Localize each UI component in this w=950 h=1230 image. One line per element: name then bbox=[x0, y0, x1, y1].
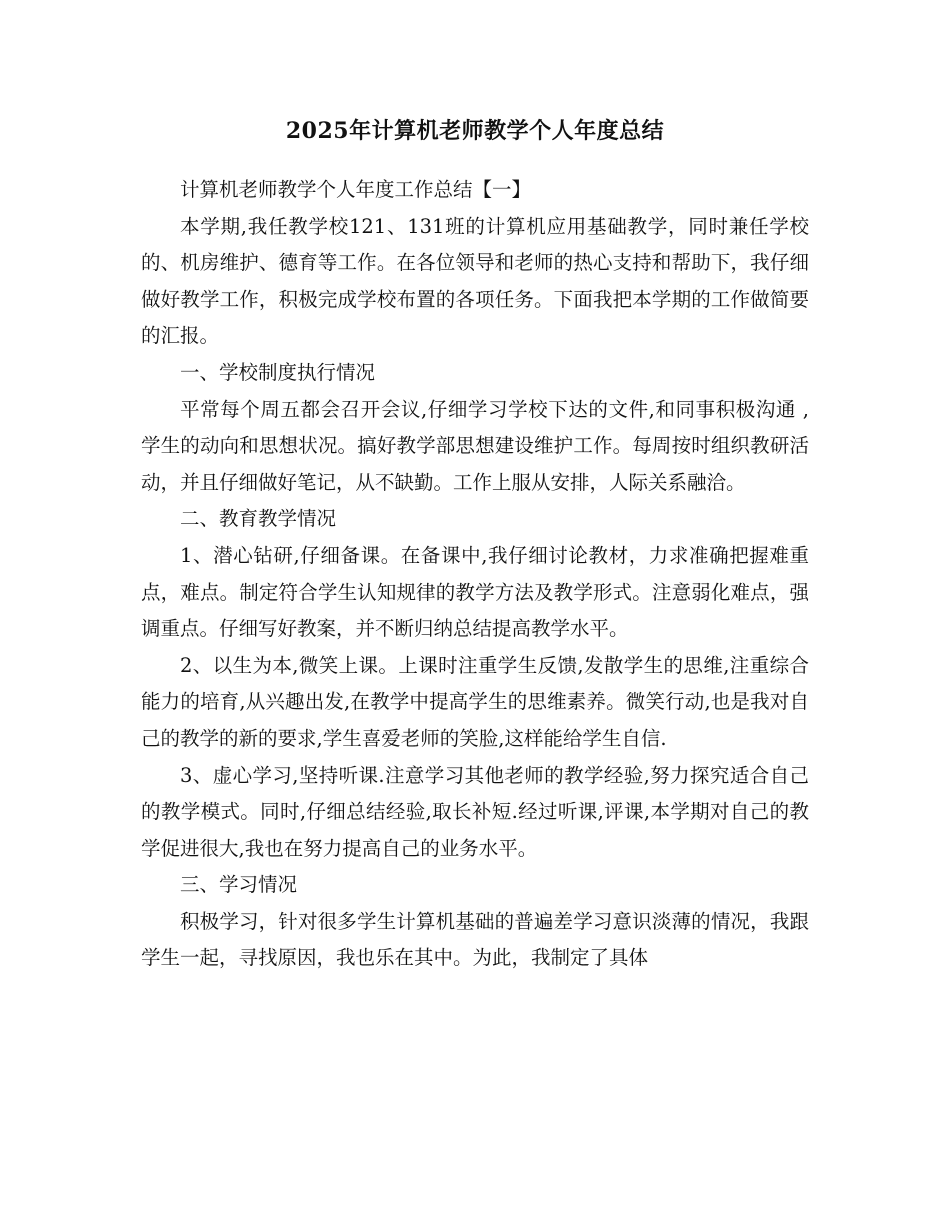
body-paragraph: 3、虚心学习,坚持听课.注意学习其他老师的教学经验,努力探究适合自己的教学模式。同时,仔细总结经验,取长补短.经过听课,评课,本学期对自己的教学促进很大,我也在努力提高自己的业务水平。 bbox=[141, 763, 809, 860]
section-heading: 二、教育教学情况 bbox=[180, 507, 337, 531]
body-paragraph: 积极学习，针对很多学生计算机基础的普遍差学习意识淡薄的情况，我跟学生一起，寻找原因，我也乐在其中。为此，我制定了具体 bbox=[141, 909, 809, 970]
document-title: 2025年计算机老师教学个人年度总结 bbox=[285, 118, 665, 144]
body-paragraph: 2、以生为本,微笑上课。上课时注重学生反馈,发散学生的思维,注重综合能力的培育,从兴趣出发,在教学中提高学生的思维素养。微笑行动,也是我对自己的教学的新的要求,学生喜爱老师的笑脸,这样能给学生自信. bbox=[141, 653, 809, 750]
section-heading: 计算机老师教学个人年度工作总结【一】 bbox=[180, 178, 532, 201]
section-heading: 三、学习情况 bbox=[180, 873, 298, 897]
document-body bbox=[141, 172, 809, 977]
body-paragraph: 本学期,我任教学校121、131班的计算机应用基础教学，同时兼任学校的、机房维护、德育等工作。在各位领导和老师的热心支持和帮助下，我仔细做好教学工作，积极完成学校布置的各项任务。下面我把本学期的工作做简要的汇报。 bbox=[141, 214, 809, 348]
body-paragraph: 平常每个周五都会召开会议,仔细学习学校下达的文件,和同事积极沟通 ,学生的动向和思想状况。搞好教学部思想建设维护工作。每周按时组织教研活动，并且仔细做好笔记，从不缺勤。工作上服从安排，人际关系融洽。 bbox=[141, 397, 809, 494]
body-paragraph: 1、潜心钻研,仔细备课。在备课中,我仔细讨论教材，力求准确把握难重点，难点。制定符合学生认知规律的教学方法及教学形式。注意弱化难点，强调重点。仔细写好教案，并不断归纳总结提高教学水平。 bbox=[141, 543, 809, 641]
section-heading: 一、学校制度执行情况 bbox=[180, 360, 376, 384]
